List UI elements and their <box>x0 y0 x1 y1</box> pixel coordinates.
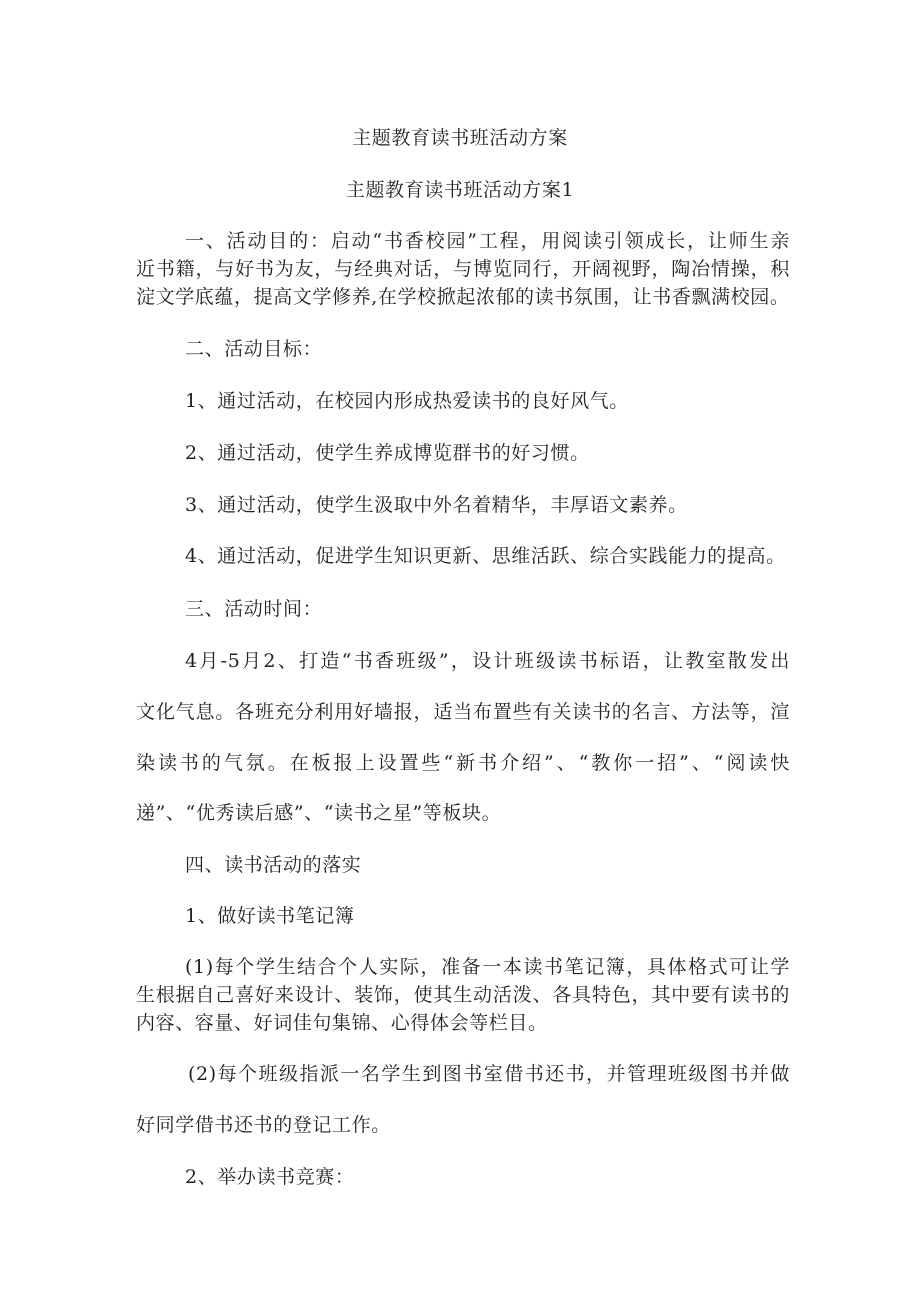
paragraph-line: (2)每个班级指派一名学生到图书室借书还书，并管理班级图书并做 <box>188 1063 790 1085</box>
list-item: 2、通过活动，使学生养成博览群书的好习惯。 <box>185 442 590 464</box>
document-subtitle: 主题教育读书班活动方案1 <box>345 179 575 201</box>
section-heading: 三、活动时间： <box>185 598 323 620</box>
list-item: 4、通过活动，促进学生知识更新、思维活跃、综合实践能力的提高。 <box>185 545 786 567</box>
paragraph-line: 生根据自己喜好来设计、装饰，使其生动活泼、各具特色，其中要有读书的 <box>136 984 790 1006</box>
list-item: 3、通过活动，使学生汲取中外名着精华，丰厚语文素养。 <box>185 494 688 516</box>
list-item: 1、通过活动，在校园内形成热爱读书的良好风气。 <box>185 390 629 412</box>
section-heading: 四、读书活动的落实 <box>185 854 362 876</box>
paragraph-line: 递”、“优秀读后感”、“读书之星”等板块。 <box>136 802 502 824</box>
paragraph-line: 文化气息。各班充分利用好墙报，适当布置些有关读书的名言、方法等，渲 <box>136 701 790 723</box>
paragraph-line: 4月-5月2、打造“书香班级”，设计班级读书标语，让教室散发出 <box>185 650 790 672</box>
subsection-heading: 2、举办读书竞赛： <box>185 1166 355 1188</box>
section-heading: 二、活动目标： <box>185 338 323 360</box>
paragraph-line: 染读书的气氛。在板报上设置些“新书介绍”、“教你一招”、“阅读快 <box>136 752 790 774</box>
document-title: 主题教育读书班活动方案 <box>352 127 568 149</box>
paragraph-line: 好同学借书还书的登记工作。 <box>136 1114 391 1136</box>
paragraph-line: 近书籍，与好书为友，与经典对话，与博览同行，开阔视野，陶冶情操，积 <box>136 258 790 280</box>
subsection-heading: 1、做好读书笔记簿 <box>185 905 355 927</box>
paragraph-line: 内容、容量、好词佳句集锦、心得体会等栏目。 <box>136 1012 548 1034</box>
paragraph-line: 一、活动目的：启动“书香校园”工程，用阅读引领成长，让师生亲 <box>185 230 790 252</box>
paragraph-line: 淀文学底蕴，提高文学修养,在学校掀起浓郁的读书氛围，让书香飘满校园。 <box>136 286 790 308</box>
paragraph-line: (1)每个学生结合个人实际，准备一本读书笔记簿，具体格式可让学 <box>185 956 790 978</box>
